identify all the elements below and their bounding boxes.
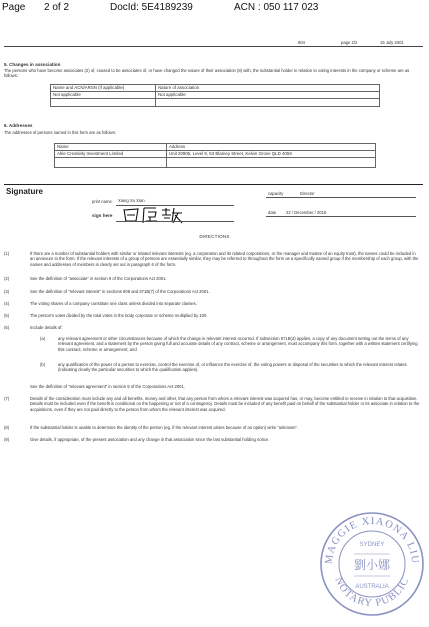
date-label: date — [268, 210, 277, 215]
header-rule — [4, 46, 423, 47]
address-value-cell: Unit 20905, Level 9, 53 Blamey Street, Kelvin Grove QLD 4059 — [167, 151, 376, 158]
seal-top-text: MAGGIE XIAONA LIU — [323, 515, 421, 565]
direction-item-8: (8) If the substantial holder is unable to determine the identity of the person (eg. if the relevant interest arises because of an option) write "unknown". — [4, 425, 299, 430]
relevant-agreement-note: See the definition of "relevant agreement" in section 9 of the Corporations Act 2001. — [30, 384, 185, 389]
section-6-title: 6. Addresses — [4, 123, 33, 128]
seal-country: AUSTRALIA — [355, 584, 389, 590]
seal-city: SYDNEY — [359, 542, 385, 548]
seal-chinese-name: 劉小娜 — [353, 558, 391, 572]
acn-number: ACN : 050 117 023 — [234, 2, 319, 13]
date-line — [266, 216, 416, 217]
capacity-label: capacity — [268, 191, 284, 196]
address-name-cell: Able Creativity Investment Limited — [55, 151, 167, 158]
table-row — [51, 99, 380, 107]
table-header-row — [51, 85, 380, 92]
addresses-table — [54, 143, 376, 168]
print-name-label: print name — [92, 199, 112, 204]
form-number: 604 — [298, 40, 305, 45]
direction-item-6a: (a) any relevant agreement or other circumstances because of which the change in relevant interest occurred. If subsection 671B(4) applies, a copy of any document setting out the terms of any relevant agreement, and a statement by the person giving full and accurate details of any contract, scheme or arrangement, must accompany this form, together with a written statement certifying this contract, scheme or arrangement; and — [40, 336, 418, 352]
column-header-nature: Nature of association — [156, 85, 380, 92]
section-5-title: 5. Changes in association — [4, 62, 61, 67]
direction-item-9: (9) Give details, if appropriate, of the present association and any change in that association since the last substantial holding notice. — [4, 437, 270, 442]
direction-item-5: (5) The person's votes divided by the total votes in the body corporate or scheme multiplied by 100. — [4, 313, 208, 318]
direction-item-6: (6) Include details of: — [4, 325, 63, 330]
form-page: page 2/2 — [341, 40, 358, 45]
signature-title: Signature — [6, 187, 43, 196]
capacity-value: Director — [300, 191, 315, 196]
seal-bottom-text: NOTARY PUBLIC — [332, 575, 412, 610]
column-header-name: Name and ACN/ARSN (if applicable) — [51, 85, 156, 92]
sign-here-label: sign here — [92, 213, 113, 218]
column-header-name: Name — [55, 144, 167, 151]
association-name-cell: Not applicable — [51, 92, 156, 99]
column-header-address: Address — [167, 144, 376, 151]
notary-seal — [318, 510, 426, 618]
page-number: 2 of 2 — [44, 2, 70, 13]
direction-item-3: (3) See the definition of "relevant interest" in sections 608 and 671B(7) of the Corporations Act 2001. — [4, 289, 210, 294]
direction-item-1: (1) If there are a number of substantial holders with similar or related relevant interests (eg. a corporation and its related corporations, or the manager and trustee of an equity trust), the names could be included in an annexure to the form. If the relevant interests of a group of persons are essentially similar, they may be referred to throughout the form as a specifically named group if the membership of each group, with the names and addresses of members is clearly set out in paragraph 6 of the form. — [4, 251, 419, 267]
direction-item-6b: (b) any qualification of the power of a person to exercise, control the exercise of, or influence the exercise of, the voting powers or disposal of the securities to which the relevant interest relates (indicating clearly the particular securities to which the qualification applies). — [40, 362, 407, 373]
associations-table — [50, 84, 380, 107]
section-6-intro: The addresses of persons named in this form are as follows: — [4, 130, 116, 135]
table-row — [51, 92, 380, 99]
direction-item-4: (4) The voting shares of a company constitute one class unless divided into separate classes. — [4, 301, 197, 306]
print-name-value: Xiang Xu Xian — [118, 198, 145, 203]
date-value: 22 / December / 2016 — [286, 210, 327, 215]
direction-item-2: (2) See the definition of "associate" in section 9 of the Corporations Act 2001. — [4, 276, 167, 281]
handwritten-signature — [120, 205, 190, 225]
direction-item-7: (7) Details of the consideration must include any and all benefits, money and other, that any person from whom a relevant interest was acquired has, or may, become entitled to receive in relation to that acquisition. Details must be included even if the benefit is conditional on the happening or not of a contingency. Details must be included of any benefit paid on behalf of the substantial holder or its associate in relation to the acquisitions, even if they are not paid directly to the person from whom the relevant interest was acquired. — [4, 396, 420, 412]
section-5-intro: The persons who have become associates (2) of, ceased to be associates of, or have changed the nature of their association (8) with, the substantial holder in relation to voting interests in the company or scheme are as follows: — [4, 68, 410, 79]
signature-rule — [4, 184, 423, 185]
sign-here-line — [116, 221, 234, 222]
table-row — [55, 158, 376, 168]
table-row — [55, 151, 376, 158]
page-label: Page — [2, 2, 26, 13]
form-date: 15 July 2001 — [380, 40, 404, 45]
association-nature-cell: Not applicable — [156, 92, 380, 99]
table-header-row — [55, 144, 376, 151]
directions-title: DIRECTIONS — [199, 234, 230, 239]
capacity-line — [266, 197, 416, 198]
document-id: DocId: 5E4189239 — [110, 2, 193, 13]
